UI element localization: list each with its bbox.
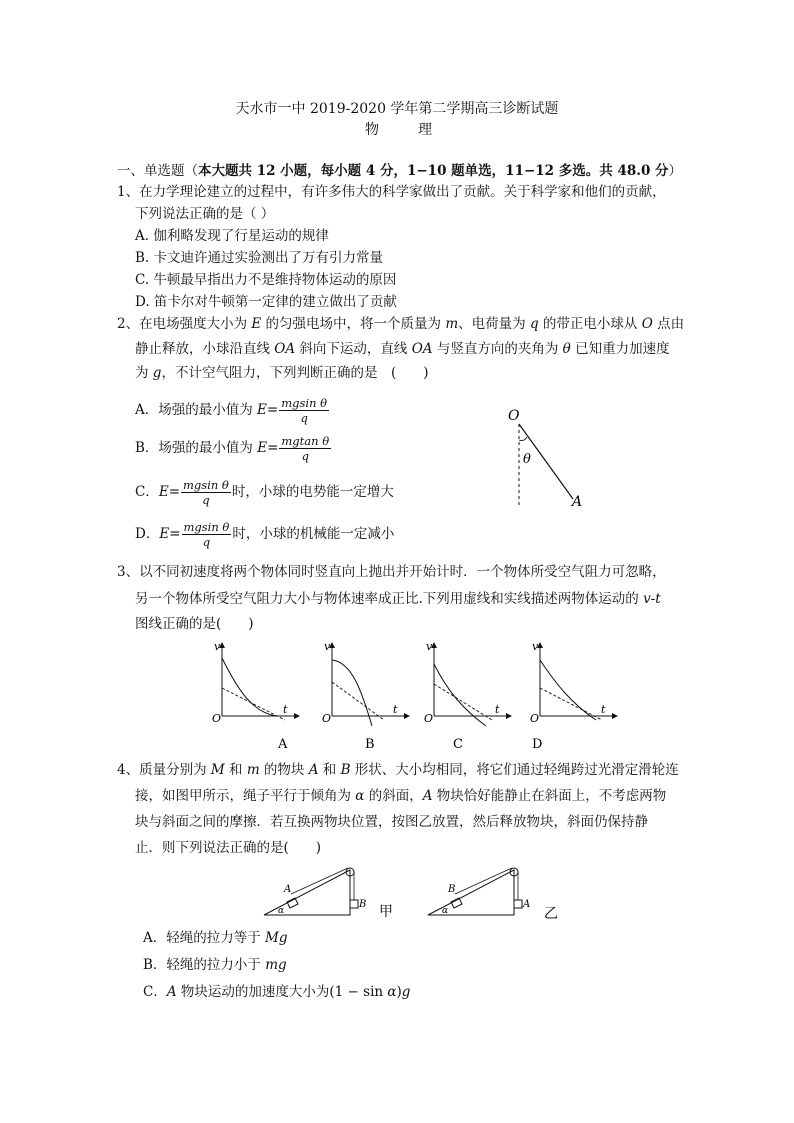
- q2-option-d-fraction: $\frac{\text{mgsin θ}}{q}$: [183, 520, 230, 549]
- q3-graph-c: [422, 640, 512, 755]
- solid-curve: [540, 660, 596, 720]
- q4-option-b: B．轻绳的拉力小于 mg: [143, 957, 287, 973]
- rope-incline: [291, 868, 348, 894]
- section-prefix: 一、单选题（: [117, 163, 198, 179]
- q4-stem-line-1: 4、质量分别为 M 和 m 的物块 A 和 B 形状、大小均相同，将它们通过轻绳跨过光滑定滑轮连: [117, 762, 679, 778]
- q3-graph-a: [210, 640, 300, 755]
- solid-curve: [222, 658, 276, 716]
- incline: [264, 870, 350, 915]
- t-axis-arrow: [404, 713, 410, 719]
- exam-title: 天水市一中 2019-2020 学年第二学期高三诊断试题: [235, 101, 559, 117]
- q2-option-b-fraction: $\frac{\text{mgtan θ}}{q}$: [281, 434, 330, 463]
- t-axis-label: t: [495, 703, 500, 716]
- q4-option-c: C．A 物块运动的加速度大小为(1 − sin α)g: [143, 984, 411, 1000]
- graph-label-c[interactable]: C: [453, 737, 463, 752]
- q4-figure-jia: [262, 862, 392, 922]
- point-o-label: O: [508, 408, 520, 424]
- graph-label-d[interactable]: D: [532, 737, 543, 752]
- t-axis-label: t: [601, 703, 606, 716]
- q3-stem-line-1: 3、以不同初速度将两个物体同时竖直向上抛出并开始计时．一个物体所受空气阻力可忽略，: [117, 564, 666, 580]
- q1-stem-line-1: 1、在力学理论建立的过程中，有许多伟大的科学家做出了贡献。关于科学家和他们的贡献，: [117, 184, 666, 200]
- q1-option-b: B. 卡文迪许通过实验测出了万有引力常量: [135, 250, 384, 266]
- q2-option-d: D．E= $\frac{\text{mgsin θ}}{q}$ 时，小球的机械能一定减小: [135, 520, 395, 549]
- section-suffix: ）: [668, 163, 683, 179]
- point-a-label: A: [572, 494, 583, 510]
- q4-option-a: A．轻绳的拉力等于 Mg: [143, 930, 288, 946]
- origin-label: O: [424, 712, 434, 725]
- q4-stem-line-3: 块与斜面之间的摩擦．若互换两物块位置，按图乙放置，然后释放物块，斜面仍保持静: [135, 814, 648, 830]
- q2-option-a: A．场强的最小值为 E= $\frac{\text{mgsin θ}}{q}$: [135, 396, 328, 425]
- t-axis-arrow: [294, 713, 300, 719]
- angle-arc: [519, 437, 527, 441]
- incline-block-label: B: [448, 884, 456, 895]
- hanging-block-label: A: [523, 899, 531, 910]
- t-axis-arrow: [506, 713, 512, 719]
- incline-block: [451, 898, 462, 908]
- dashed-line: [332, 682, 384, 720]
- q1-option-d: D. 笛卡尔对牛顿第一定律的建立做出了贡献: [135, 294, 397, 310]
- q1-stem-line-2: 下列说法正确的是（ ）: [135, 206, 275, 222]
- origin-label: O: [212, 712, 222, 725]
- hanging-block: [350, 900, 358, 908]
- q3-stem-line-3: 图线正确的是( ): [135, 616, 254, 632]
- incline-block-label: A: [284, 884, 292, 895]
- dashed-line: [434, 684, 492, 720]
- q3-graph-d: [528, 640, 618, 755]
- incline: [428, 870, 514, 915]
- hanging-block-label: B: [359, 899, 367, 910]
- t-axis-label: t: [283, 703, 288, 716]
- q2-option-a-fraction: $\frac{\text{mgsin θ}}{q}$: [281, 396, 328, 425]
- solid-curve: [434, 664, 486, 726]
- v-axis-label: v: [426, 640, 433, 653]
- t-axis-label: t: [393, 703, 398, 716]
- section-heading: [117, 162, 682, 180]
- q2-option-c: C．E= $\frac{\text{mgsin θ}}{q}$ 时，小球的电势能一定增大: [135, 478, 394, 507]
- v-axis-label: v: [324, 640, 331, 653]
- q2-figure: [500, 400, 600, 515]
- q4-stem-line-4: 止．则下列说法正确的是( ): [135, 840, 322, 856]
- q1-option-c: C. 牛顿最早指出力不是维持物体运动的原因: [135, 272, 397, 288]
- q4-figure-yi: [426, 862, 566, 922]
- origin-label: O: [322, 712, 332, 725]
- q2-option-b: B．场强的最小值为 E= $\frac{\text{mgtan θ}}{q}$: [135, 434, 330, 463]
- subject-char-1: 物: [365, 122, 379, 138]
- q3-stem-line-2: 另一个物体所受空气阻力大小与物体速率成正比.下列用虚线和实线描述两物体运动的 v-t: [135, 591, 661, 607]
- hanging-block: [514, 900, 522, 908]
- v-axis-label: v: [214, 640, 221, 653]
- q2-stem-line-3: 为 g，不计空气阻力，下列判断正确的是 ( ): [135, 365, 429, 381]
- angle-label: α: [442, 906, 449, 916]
- figure-label-yi: 乙: [544, 906, 558, 922]
- incline-block: [287, 898, 298, 908]
- subject-char-2: 理: [418, 122, 432, 138]
- q4-stem-line-2: 接，如图甲所示，绳子平行于倾角为 α 的斜面，A 物块恰好能静止在斜面上，不考虑两物: [135, 788, 667, 804]
- q2-stem-line-2: 静止释放，小球沿直线 OA 斜向下运动，直线 OA 与竖直方向的夹角为 θ 已知重力加速度: [135, 341, 670, 357]
- q2-stem-line-1: 2、在电场强度大小为 E 的匀强电场中，将一个质量为 m、电荷量为 q 的带正电小球从 O 点由: [117, 316, 685, 332]
- dashed-line: [540, 688, 602, 720]
- figure-label-jia: 甲: [379, 904, 393, 920]
- q2-option-c-fraction: $\frac{\text{mgsin θ}}{q}$: [183, 478, 229, 507]
- origin-label: O: [530, 712, 540, 725]
- section-description: 本大题共 12 小题，每小题 4 分，1−10 题单选，11−12 多选。共 48.0 分: [198, 163, 669, 179]
- v-axis-label: v: [532, 640, 539, 653]
- angle-label: α: [278, 906, 285, 916]
- rope-incline: [455, 868, 512, 894]
- q1-option-a: A. 伽利略发现了行星运动的规律: [135, 228, 329, 244]
- q3-graph-b: [320, 640, 410, 755]
- theta-label: θ: [523, 452, 531, 467]
- t-axis-arrow: [612, 713, 618, 719]
- graph-label-b[interactable]: B: [365, 737, 375, 752]
- dashed-line: [222, 688, 285, 720]
- graph-label-a[interactable]: A: [278, 737, 288, 752]
